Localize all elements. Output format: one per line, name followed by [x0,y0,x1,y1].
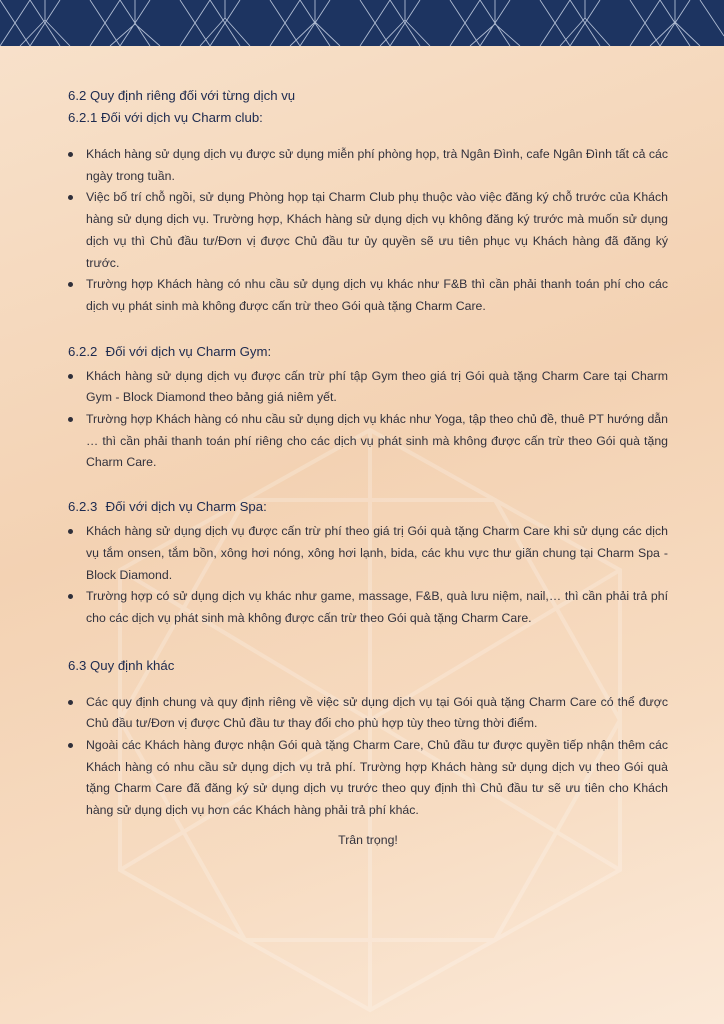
list-item: Trường hợp Khách hàng có nhu cầu sử dụng dịch vụ khác như Yoga, tập theo chủ đề, thuê PT hướng dẫn … thì cần phải thanh toán phí riêng cho các dịch vụ phát sinh mà không được cấn trừ theo Gói quà tặng Charm Care. [68,409,668,474]
list-item: Các quy định chung và quy định riêng về việc sử dụng dịch vụ tại Gói quà tặng Charm Care có thể được Chủ đầu tư/Đơn vị được Chủ đầu tư thay đổi cho phù hợp tùy theo từng thời điểm. [68,692,668,735]
list-item: Khách hàng sử dụng dịch vụ được cấn trừ phí tập Gym theo giá trị Gói quà tặng Charm Care tại Charm Gym - Block Diamond theo bảng giá niêm yết. [68,366,668,409]
section-6-3-title: 6.3 Quy định khác [68,657,175,673]
section-6-3-list [68,692,668,822]
section-6-2-2-title [68,342,668,362]
section-6-2-2-list [68,366,668,475]
section-6-2-3-label: Đối với dịch vụ Charm Spa: [105,499,267,515]
section-6-2-1-list [68,144,668,318]
section-6-2-3-number: 6.2.3 [68,499,98,515]
list-item: Trường hợp Khách hàng có nhu cầu sử dụng dịch vụ khác như F&B thì cần phải thanh toán phí cho các dịch vụ phát sinh mà không được cấn trừ theo Gói quà tặng Charm Care. [68,274,668,317]
list-item: Ngoài các Khách hàng được nhận Gói quà tặng Charm Care, Chủ đầu tư được quyền tiếp nhận thêm các Khách hàng có nhu cầu sử dụng dịch vụ trả phí. Trường hợp Khách hàng sử dụng dịch vụ theo Gói quà tặng Charm Care đã đăng ký sử dụng dịch vụ trước theo quy định thì Chủ đầu tư sẽ ưu tiên cho Khách hàng sử dụng dịch vụ hơn các Khách hàng phải trả phí khác. [68,735,668,822]
document-body [68,86,668,863]
section-6-2-2-number: 6.2.2 [68,343,98,359]
list-item: Khách hàng sử dụng dịch vụ được cấn trừ phí theo giá trị Gói quà tặng Charm Care khi sử dụng các dịch vụ tắm onsen, tắm bồn, xông hơi nóng, xông hơi lạnh, bida, các khu vực thư giãn chung tại Charm Spa - Block Diamond. [68,521,668,586]
section-6-2-title: 6.2 Quy định riêng đối với từng dịch vụ [68,88,296,103]
list-item: Khách hàng sử dụng dịch vụ được sử dụng miễn phí phòng họp, trà Ngân Đình, cafe Ngân Đình tất cả các ngày trong tuần. [68,144,668,187]
section-6-2-2-label: Đối với dịch vụ Charm Gym: [105,343,272,359]
section-6-2-1-title: 6.2.1 Đối với dịch vụ Charm club: [68,110,263,125]
section-6-2-3-list [68,521,668,630]
header-pattern-band [0,0,724,46]
list-item: Trường hợp có sử dụng dịch vụ khác như game, massage, F&B, quà lưu niệm, nail,… thì cần phải trả phí cho các dịch vụ phát sinh mà không được cấn trừ theo Gói quà tặng Charm Care. [68,586,668,629]
list-item: Việc bố trí chỗ ngồi, sử dụng Phòng họp tại Charm Club phụ thuộc vào việc đăng ký chỗ trước của Khách hàng sử dụng dịch vụ. Trường hợp, Khách hàng sử dụng dịch vụ không đăng ký trước mà muốn sử dụng dịch vụ thì Chủ đầu tư/Đơn vị được Chủ đầu tư ủy quyền sẽ ưu tiên phục vụ Khách hàng đã đăng ký trước. [68,187,668,274]
section-6-2-3-title [68,497,668,517]
closing-text: Trân trọng! [338,832,398,847]
